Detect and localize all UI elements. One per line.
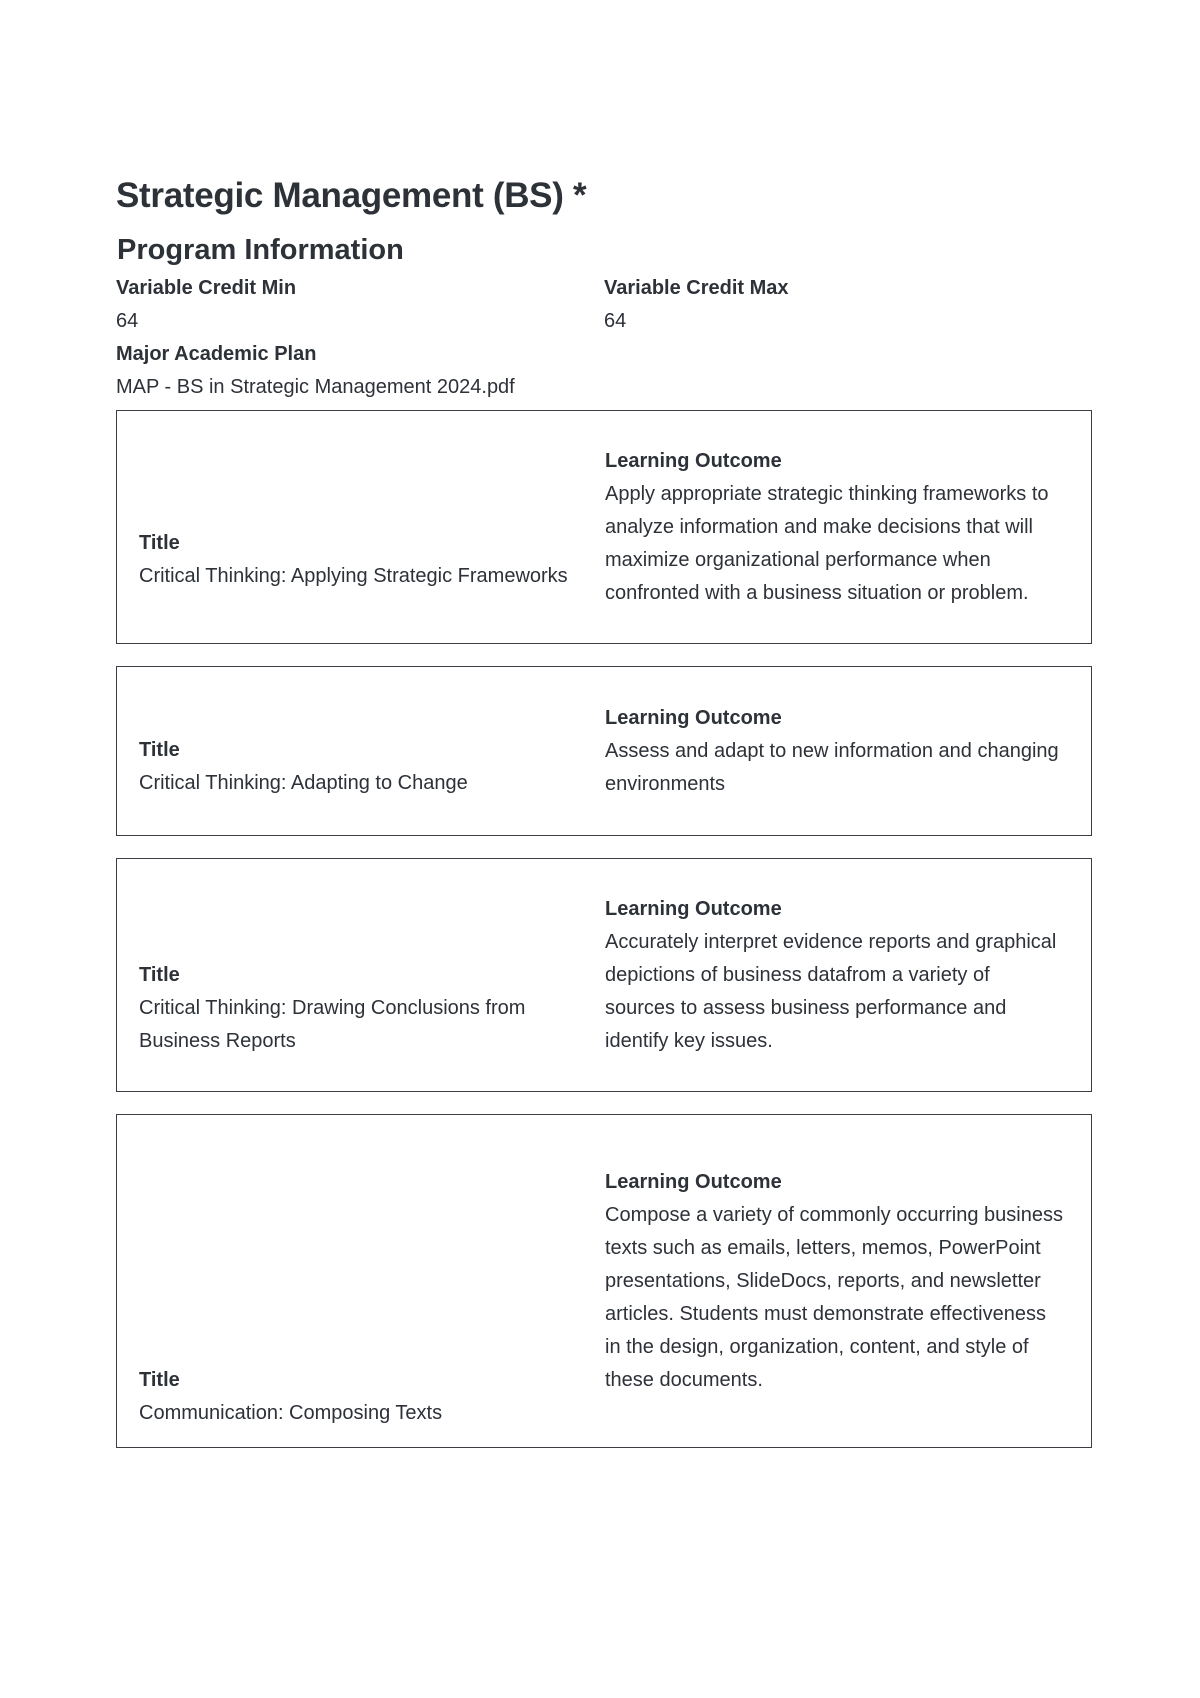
major-academic-plan xyxy=(116,338,1092,404)
outcome-description-block xyxy=(605,702,1069,801)
major-academic-plan-label: Major Academic Plan xyxy=(116,343,317,365)
learning-outcome-label: Learning Outcome xyxy=(605,1170,782,1193)
program-title: Strategic Management (BS) * xyxy=(116,176,587,215)
outcome-card xyxy=(116,858,1092,1092)
learning-outcome-label: Learning Outcome xyxy=(605,706,782,729)
outcome-title-label: Title xyxy=(139,963,180,986)
outcome-title-label: Title xyxy=(139,1369,180,1391)
learning-outcome-text: Accurately interpret evidence reports and graphical depictions of business datafrom a variety of sources to assess business performance and identify key issues. xyxy=(605,930,1057,1052)
outcome-title-block xyxy=(139,734,627,800)
learning-outcome-label: Learning Outcome xyxy=(605,449,782,472)
outcome-card xyxy=(116,410,1092,644)
outcome-title-label: Title xyxy=(139,532,180,554)
variable-credit-min xyxy=(116,272,604,338)
variable-credit-max-value: 64 xyxy=(604,310,627,332)
outcome-description-block xyxy=(605,445,1069,610)
outcome-description-block xyxy=(605,893,1069,1058)
learning-outcome-text: Assess and adapt to new information and changing environments xyxy=(605,739,1059,795)
learning-outcomes-list xyxy=(116,410,1092,1448)
outcome-title-block xyxy=(139,1364,627,1430)
program-information-heading: Program Information xyxy=(117,234,404,266)
major-academic-plan-file[interactable]: MAP - BS in Strategic Management 2024.pdf xyxy=(116,376,515,398)
outcome-title: Critical Thinking: Applying Strategic Frameworks xyxy=(139,565,568,587)
variable-credit-max-label: Variable Credit Max xyxy=(604,277,789,299)
outcome-title: Critical Thinking: Adapting to Change xyxy=(139,772,468,794)
variable-credit-max xyxy=(604,272,1092,338)
program-info-grid xyxy=(116,272,1092,338)
learning-outcome-label: Learning Outcome xyxy=(605,897,782,920)
outcome-card xyxy=(116,1114,1092,1448)
outcome-title-block xyxy=(139,959,627,1058)
learning-outcome-text: Apply appropriate strategic thinking frameworks to analyze information and make decisions that will maximize organizational performance when confronted with a business situation or problem. xyxy=(605,482,1049,604)
outcome-title-label: Title xyxy=(139,739,180,761)
outcome-description-block xyxy=(605,1166,1069,1397)
variable-credit-min-label: Variable Credit Min xyxy=(116,277,297,299)
variable-credit-min-value: 64 xyxy=(116,310,139,332)
outcome-title: Critical Thinking: Drawing Conclusions from Business Reports xyxy=(139,996,526,1052)
document-page xyxy=(116,170,1092,1470)
outcome-title: Communication: Composing Texts xyxy=(139,1402,443,1424)
outcome-card xyxy=(116,666,1092,836)
outcome-title-block xyxy=(139,527,627,593)
learning-outcome-text: Compose a variety of commonly occurring business texts such as emails, letters, memos, PowerPoint presentations, SlideDocs, reports, and newsletter articles. Students must demonstrate effectiveness in the design, organization, content, and style of these documents. xyxy=(605,1203,1063,1391)
